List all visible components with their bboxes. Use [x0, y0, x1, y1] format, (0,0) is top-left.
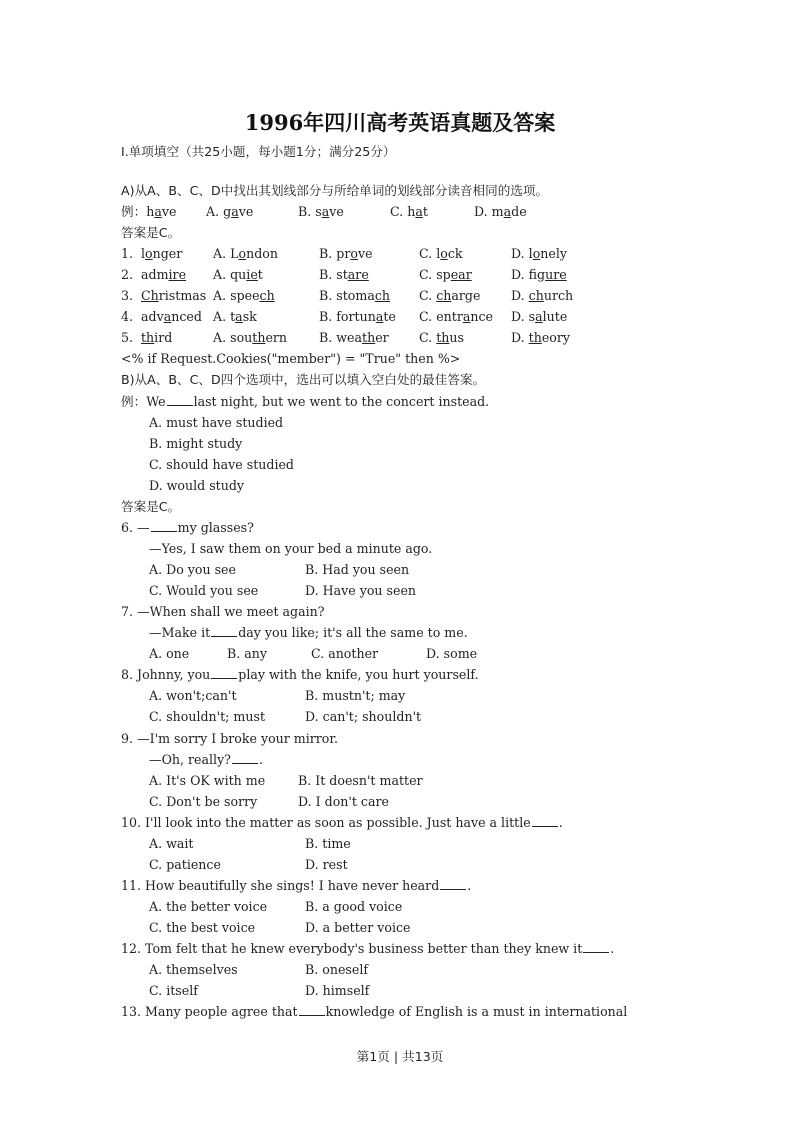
option: D. a better voice [305, 920, 411, 935]
row-option: D. church [511, 288, 574, 303]
row-word: third [141, 330, 173, 345]
option: A. themselves [149, 962, 238, 977]
option: D. Have you seen [305, 583, 417, 598]
option: A. Do you see [149, 562, 236, 577]
option: A. the better voice [149, 899, 268, 914]
part-a-answer: 答案是C。 [121, 225, 181, 240]
row-option: A. quiet [213, 267, 263, 282]
row-option: B. fortunate [319, 309, 396, 324]
part-b-answer: 答案是C。 [121, 499, 181, 514]
row-option: C. charge [419, 288, 481, 303]
row-option: B. stare [319, 267, 369, 282]
row-option: D. figure [511, 267, 567, 282]
row-number: 3. [121, 288, 134, 303]
option: C. the best voice [149, 920, 256, 935]
row-option: A. task [213, 309, 257, 324]
option: C. another [311, 646, 379, 661]
answer-blank [583, 941, 609, 953]
answer-blank [299, 1004, 325, 1016]
answer-blank [151, 520, 177, 532]
row-word: advanced [141, 309, 202, 324]
option: C. itself [149, 983, 198, 998]
row-word: longer [141, 246, 183, 261]
row-number: 2. [121, 267, 134, 282]
example-option-b: B. save [298, 204, 344, 219]
row-number: 5. [121, 330, 134, 345]
part-b-example: 例：We last night, but we went to the concert instead. [121, 394, 490, 409]
option: A. It's OK with me [149, 773, 266, 788]
option: B. any [227, 646, 267, 661]
option: C. shouldn't; must [149, 709, 266, 724]
page-footer: 第1页 | 共13页 [356, 1049, 444, 1064]
code-line: <% if Request.Cookies("member") = "True" then %> [121, 351, 461, 366]
page-title: 1996年四川高考英语真题及答案 [244, 110, 556, 135]
row-option: C. entrance [419, 309, 493, 324]
option: C. Would you see [149, 583, 259, 598]
option: B. time [305, 836, 351, 851]
option: C. patience [149, 857, 221, 872]
row-option: D. theory [511, 330, 570, 345]
option: D. rest [305, 857, 348, 872]
row-option: B. prove [319, 246, 373, 261]
example-option: B. might study [149, 436, 243, 451]
option: A. won't;can't [149, 688, 237, 703]
row-word: Christmas [141, 288, 207, 303]
example-label: 例：have [121, 204, 177, 219]
row-option: C. thus [419, 330, 464, 345]
row-option: A. southern [213, 330, 288, 345]
question-12: 12. Tom felt that he knew everybody's business better than they knew it . [121, 941, 615, 956]
example-option: C. should have studied [149, 457, 294, 472]
row-number: 4. [121, 309, 134, 324]
answer-blank [167, 394, 193, 406]
row-option: A. London [213, 246, 278, 261]
example-option-a: A. gave [206, 204, 254, 219]
row-option: C. lock [419, 246, 463, 261]
option: B. oneself [305, 962, 369, 977]
option: D. himself [305, 983, 370, 998]
question-13: 13. Many people agree that knowledge of English is a must in international [121, 1004, 628, 1019]
example-option: A. must have studied [149, 415, 284, 430]
question-11: 11. How beautifully she sings! I have never heard . [121, 878, 472, 893]
row-option: D. salute [511, 309, 568, 324]
row-option: D. lonely [511, 246, 567, 261]
answer-blank [440, 878, 466, 890]
row-option: C. spear [419, 267, 472, 282]
question-9: 9. —I'm sorry I broke your mirror. [121, 731, 339, 746]
question-9-line2: —Oh, really? . [149, 752, 263, 767]
row-option: B. weather [319, 330, 389, 345]
option: D. can't; shouldn't [305, 709, 422, 724]
question-7: 7. —When shall we meet again? [121, 604, 325, 619]
option: B. It doesn't matter [298, 773, 423, 788]
answer-blank [532, 815, 558, 827]
option: A. one [149, 646, 190, 661]
example-option-d: D. made [474, 204, 527, 219]
option: B. mustn't; may [305, 688, 406, 703]
row-number: 1. [121, 246, 134, 261]
question-7-line2: —Make it day you like; it's all the same to me. [149, 625, 468, 640]
example-option: D. would study [149, 478, 245, 493]
option: D. I don't care [298, 794, 389, 809]
example-option-c: C. hat [390, 204, 428, 219]
question-8: 8. Johnny, you play with the knife, you hurt yourself. [121, 667, 479, 682]
option: A. wait [149, 836, 194, 851]
row-option: B. stomach [319, 288, 390, 303]
answer-blank [232, 752, 258, 764]
section-heading: Ⅰ.单项填空（共25小题，每小题1分；满分25分） [121, 144, 396, 159]
part-a-instruction: A)从A、B、C、D中找出其划线部分与所给单词的划线部分读音相同的选项。 [121, 183, 549, 198]
answer-blank [211, 667, 237, 679]
part-b-instruction: B)从A、B、C、D四个选项中，选出可以填入空白处的最佳答案。 [121, 372, 486, 387]
option: C. Don't be sorry [149, 794, 258, 809]
question-10: 10. I'll look into the matter as soon as possible. Just have a little . [121, 815, 563, 830]
answer-blank [211, 625, 237, 637]
row-option: A. speech [213, 288, 275, 303]
option: D. some [426, 646, 478, 661]
option: B. Had you seen [305, 562, 410, 577]
row-word: admire [141, 267, 187, 282]
option: B. a good voice [305, 899, 403, 914]
question-6-line2: —Yes, I saw them on your bed a minute ago. [149, 541, 433, 556]
question-6: 6. — my glasses? [121, 520, 254, 535]
